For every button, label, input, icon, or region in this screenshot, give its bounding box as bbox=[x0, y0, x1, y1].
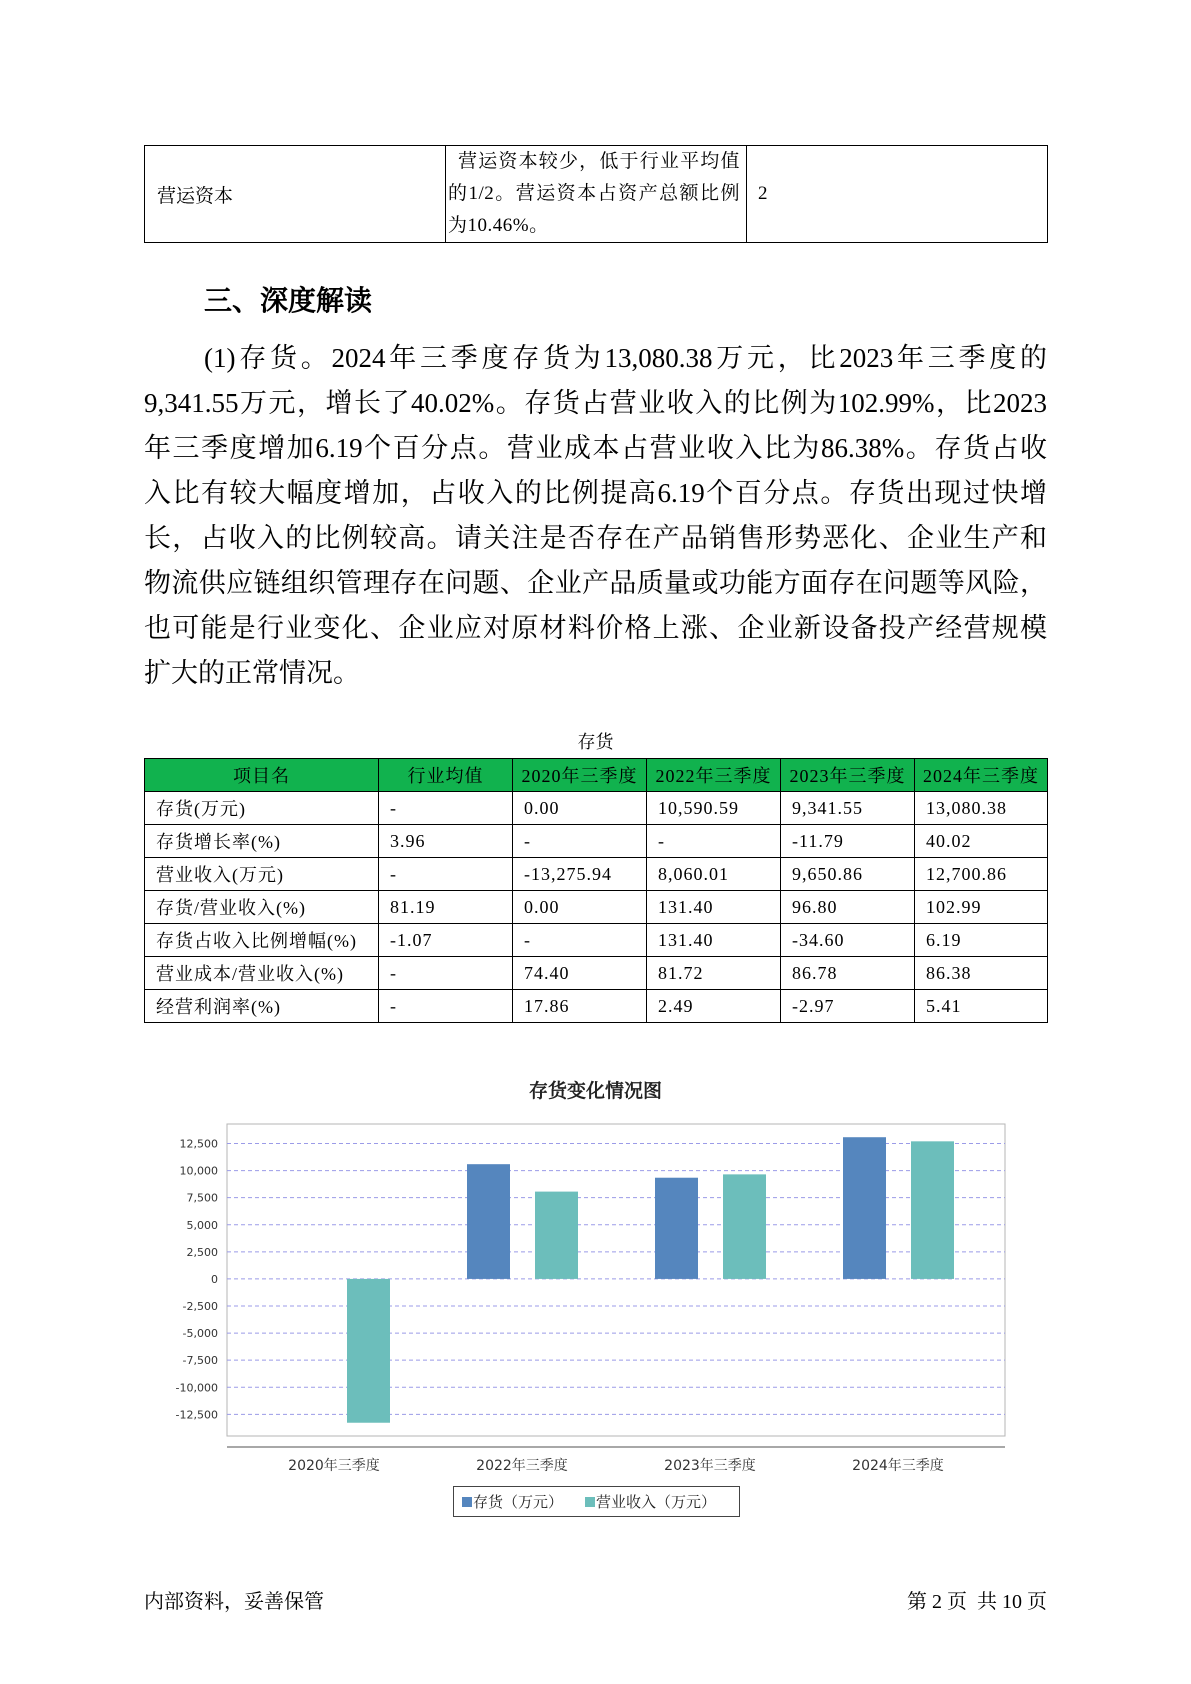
footer-page-number: 第 2 页 共 10 页 bbox=[907, 1591, 1047, 1613]
paragraph-line: 扩大的正常情况。 bbox=[144, 658, 360, 688]
table-cell: 3.96 bbox=[379, 825, 513, 858]
y-tick-label: 5,000 bbox=[186, 1218, 218, 1232]
paragraph-line: 物流供应链组织管理存在问题、企业产品质量或功能方面存在问题等风险， bbox=[144, 568, 1047, 598]
table-cell: 9,341.55 bbox=[781, 792, 915, 825]
header-2022-q3: 2022年三季度 bbox=[647, 759, 781, 792]
y-tick-label: 2,500 bbox=[186, 1245, 218, 1259]
table-row bbox=[145, 858, 1048, 891]
row-label: 经营利润率(%) bbox=[145, 990, 379, 1023]
indicator-score-cell: 2 bbox=[747, 146, 1048, 243]
table-cell: 6.19 bbox=[915, 924, 1048, 957]
table-row bbox=[145, 924, 1048, 957]
inventory-table bbox=[144, 758, 1048, 1023]
table-cell: - bbox=[379, 957, 513, 990]
paragraph-line: 年三季度增加6.19个百分点。营业成本占营业收入比为86.38%。存货占收 bbox=[144, 433, 1047, 463]
indicator-description-cell bbox=[446, 146, 747, 243]
y-tick-label: 7,500 bbox=[186, 1191, 218, 1205]
table-cell: - bbox=[379, 858, 513, 891]
table-cell: 12,700.86 bbox=[915, 858, 1048, 891]
inventory-bar bbox=[467, 1164, 510, 1279]
description-line: 的1/2。营运资本占资产总额比例 bbox=[448, 183, 740, 204]
table-cell: 96.80 bbox=[781, 891, 915, 924]
y-tick-label: 10,000 bbox=[179, 1164, 218, 1178]
revenue-bar bbox=[911, 1141, 954, 1279]
table-row bbox=[145, 957, 1048, 990]
row-label: 存货(万元) bbox=[145, 792, 379, 825]
table-row bbox=[145, 146, 1048, 243]
section-heading: 三、深度解读 bbox=[204, 285, 373, 316]
footer-confidential-note: 内部资料，妥善保管 bbox=[144, 1591, 324, 1613]
table-cell: 81.19 bbox=[379, 891, 513, 924]
revenue-bar bbox=[535, 1192, 578, 1279]
row-label: 营业成本/营业收入(%) bbox=[145, 957, 379, 990]
table-cell: -11.79 bbox=[781, 825, 915, 858]
table-cell: -1.07 bbox=[379, 924, 513, 957]
y-tick-label: 0 bbox=[211, 1272, 218, 1286]
legend-label: 存货（万元） bbox=[473, 1493, 564, 1511]
inventory-bar-chart bbox=[0, 1110, 1191, 1480]
table-cell: 0.00 bbox=[513, 891, 647, 924]
table-cell: - bbox=[513, 924, 647, 957]
row-label: 营业收入(万元) bbox=[145, 858, 379, 891]
legend-swatch-inventory bbox=[462, 1497, 472, 1507]
table-cell: - bbox=[379, 990, 513, 1023]
description-line: 营运资本较少，低于行业平均值 bbox=[458, 151, 740, 172]
row-label: 存货/营业收入(%) bbox=[145, 891, 379, 924]
header-2024-q3: 2024年三季度 bbox=[915, 759, 1048, 792]
description-line: 为10.46%。 bbox=[448, 215, 549, 236]
table-row bbox=[145, 891, 1048, 924]
table-cell: 2.49 bbox=[647, 990, 781, 1023]
header-item-name: 项目名 bbox=[145, 759, 379, 792]
table-row bbox=[145, 792, 1048, 825]
table-cell: - bbox=[379, 792, 513, 825]
table-cell: 74.40 bbox=[513, 957, 647, 990]
header-2023-q3: 2023年三季度 bbox=[781, 759, 915, 792]
table-cell: 131.40 bbox=[647, 891, 781, 924]
legend-swatch-revenue bbox=[585, 1497, 595, 1507]
revenue-bar bbox=[723, 1174, 766, 1279]
table-cell: 102.99 bbox=[915, 891, 1048, 924]
paragraph-line: 入比有较大幅度增加，占收入的比例提高6.19个百分点。存货出现过快增 bbox=[144, 478, 1047, 508]
table-cell: 10,590.59 bbox=[647, 792, 781, 825]
row-label: 存货增长率(%) bbox=[145, 825, 379, 858]
legend-item-inventory bbox=[462, 1491, 563, 1512]
x-category-label: 2024年三季度 bbox=[852, 1458, 944, 1474]
table-cell: -34.60 bbox=[781, 924, 915, 957]
table-cell: 81.72 bbox=[647, 957, 781, 990]
y-tick-label: -12,500 bbox=[175, 1408, 218, 1422]
y-tick-label: -2,500 bbox=[182, 1300, 218, 1313]
header-industry-average: 行业均值 bbox=[379, 759, 513, 792]
paragraph-line: (1)存货。2024年三季度存货为13,080.38万元，比2023年三季度的 bbox=[204, 343, 1047, 373]
paragraph-line: 长，占收入的比例较高。请关注是否存在产品销售形势恶化、企业生产和 bbox=[144, 523, 1047, 553]
legend-label: 营业收入（万元） bbox=[596, 1493, 717, 1511]
table-cell: - bbox=[513, 825, 647, 858]
header-2020-q3: 2020年三季度 bbox=[513, 759, 647, 792]
revenue-bar bbox=[347, 1279, 390, 1423]
y-tick-label: -10,000 bbox=[175, 1381, 218, 1395]
table-cell: -2.97 bbox=[781, 990, 915, 1023]
table-cell: 0.00 bbox=[513, 792, 647, 825]
inventory-bar bbox=[843, 1137, 886, 1279]
table-cell: 8,060.01 bbox=[647, 858, 781, 891]
table-cell: 86.38 bbox=[915, 957, 1048, 990]
table-cell: 17.86 bbox=[513, 990, 647, 1023]
y-tick-label: -5,000 bbox=[182, 1327, 218, 1341]
chart-title: 存货变化情况图 bbox=[528, 1081, 662, 1102]
row-label: 存货占收入比例增幅(%) bbox=[145, 924, 379, 957]
table-cell: 86.78 bbox=[781, 957, 915, 990]
table-cell: - bbox=[647, 825, 781, 858]
table-cell: 131.40 bbox=[647, 924, 781, 957]
table-row bbox=[145, 990, 1048, 1023]
y-tick-label: -7,500 bbox=[182, 1354, 218, 1368]
table-cell: 40.02 bbox=[915, 825, 1048, 858]
indicator-name-cell: 营运资本 bbox=[145, 146, 446, 243]
table-row bbox=[145, 825, 1048, 858]
x-category-label: 2023年三季度 bbox=[664, 1458, 756, 1474]
paragraph-line: 也可能是行业变化、企业应对原材料价格上涨、企业新设备投产经营规模 bbox=[144, 613, 1047, 643]
paragraph-line: 9,341.55万元，增长了40.02%。存货占营业收入的比例为102.99%，比2023 bbox=[144, 388, 1047, 418]
x-category-label: 2020年三季度 bbox=[288, 1458, 380, 1474]
inventory-bar bbox=[655, 1178, 698, 1279]
table-cell: 5.41 bbox=[915, 990, 1048, 1023]
indicator-table-continued bbox=[144, 145, 1048, 243]
table-cell: 9,650.86 bbox=[781, 858, 915, 891]
x-category-label: 2022年三季度 bbox=[476, 1458, 568, 1474]
y-tick-label: 12,500 bbox=[179, 1137, 218, 1151]
table-header-row bbox=[145, 759, 1048, 792]
table-cell: -13,275.94 bbox=[513, 858, 647, 891]
table-cell: 13,080.38 bbox=[915, 792, 1048, 825]
table-caption: 存货 bbox=[577, 732, 614, 752]
chart-legend bbox=[453, 1486, 740, 1517]
legend-item-revenue bbox=[585, 1491, 716, 1512]
analysis-paragraph bbox=[144, 336, 1047, 696]
